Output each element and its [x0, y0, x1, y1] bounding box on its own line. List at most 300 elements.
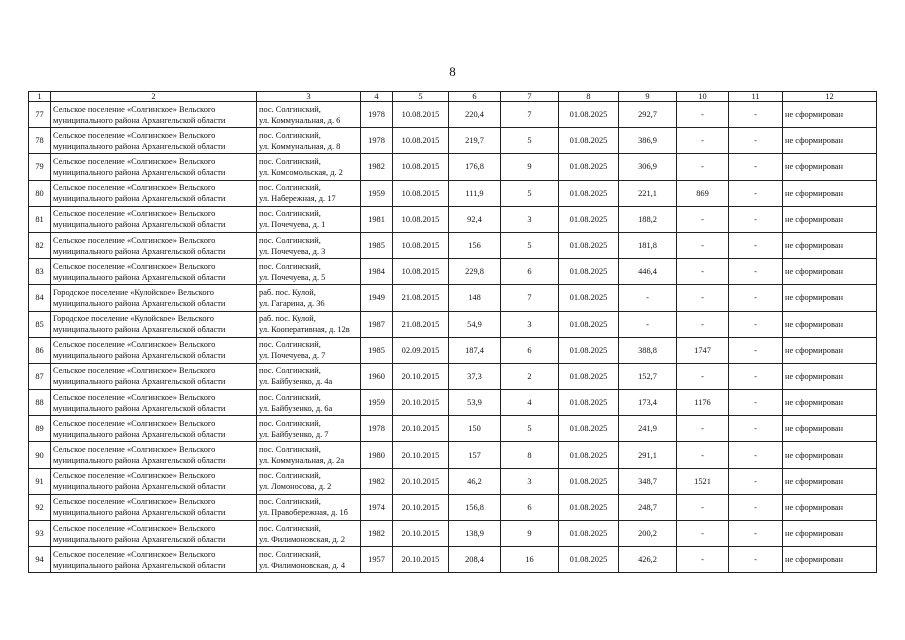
deadline-cell: 01.08.2025	[559, 285, 619, 311]
deadline-cell: 01.08.2025	[559, 154, 619, 180]
column-10-cell: -	[677, 128, 729, 154]
settlement-cell-line: муниципального района Архангельской области	[53, 325, 226, 335]
cost-cell: 388,8	[619, 337, 677, 363]
address-cell-line: ул. Правобережная, д. 1б	[259, 508, 348, 518]
year-cell: 1949	[361, 285, 393, 311]
address-cell-line: ул. Коммунальная, д. 8	[259, 141, 341, 151]
year-cell: 1982	[361, 521, 393, 547]
row-number-cell: 77	[29, 102, 51, 128]
residents-cell: 7	[501, 102, 559, 128]
address-cell-line: ул. Почечуева, д. 3	[259, 246, 326, 256]
date-cell: 20.10.2015	[393, 390, 449, 416]
status-cell: не сформирован	[783, 494, 877, 520]
column-header-11: 11	[729, 92, 783, 102]
row-number-cell: 94	[29, 547, 51, 573]
date-cell: 02.09.2015	[393, 337, 449, 363]
row-number-cell: 84	[29, 285, 51, 311]
address-cell-line: пос. Солгинский,	[259, 156, 321, 166]
column-11-cell: -	[729, 521, 783, 547]
area-cell: 187,4	[449, 337, 501, 363]
date-cell: 21.08.2015	[393, 311, 449, 337]
row-number-cell: 83	[29, 259, 51, 285]
date-cell: 20.10.2015	[393, 416, 449, 442]
table-row	[29, 311, 877, 337]
settlement-cell	[51, 416, 257, 442]
deadline-cell: 01.08.2025	[559, 521, 619, 547]
address-cell-line: пос. Солгинский,	[259, 235, 321, 245]
status-cell: не сформирован	[783, 232, 877, 258]
settlement-cell-line: муниципального района Архангельской области	[53, 508, 226, 518]
cost-cell: -	[619, 285, 677, 311]
address-cell-line: ул. Комсомольская, д. 2	[259, 167, 343, 177]
row-number-cell: 90	[29, 442, 51, 468]
status-cell: не сформирован	[783, 154, 877, 180]
address-cell-line: пос. Солгинский,	[259, 445, 321, 455]
address-cell-line: раб. пос. Кулой,	[259, 314, 316, 324]
deadline-cell: 01.08.2025	[559, 311, 619, 337]
address-cell-line: ул. Почечуева, д. 1	[259, 220, 326, 230]
cost-cell: 248,7	[619, 494, 677, 520]
cost-cell: 188,2	[619, 206, 677, 232]
table-row	[29, 521, 877, 547]
column-11-cell: -	[729, 259, 783, 285]
settlement-cell-line: Сельское поселение «Солгинское» Вельского	[53, 183, 216, 193]
row-number-cell: 86	[29, 337, 51, 363]
address-cell-line: пос. Солгинский,	[259, 471, 321, 481]
table-row	[29, 180, 877, 206]
deadline-cell: 01.08.2025	[559, 180, 619, 206]
deadline-cell: 01.08.2025	[559, 206, 619, 232]
column-11-cell: -	[729, 442, 783, 468]
settlement-cell-line: Сельское поселение «Солгинское» Вельского	[53, 130, 216, 140]
column-10-cell: -	[677, 154, 729, 180]
date-cell: 10.08.2015	[393, 154, 449, 180]
settlement-cell	[51, 180, 257, 206]
settlement-cell-line: муниципального района Архангельской области	[53, 246, 226, 256]
date-cell: 20.10.2015	[393, 363, 449, 389]
settlement-cell	[51, 494, 257, 520]
row-number-cell: 92	[29, 494, 51, 520]
area-cell: 229,8	[449, 259, 501, 285]
column-header-3: 3	[257, 92, 361, 102]
settlement-cell	[51, 259, 257, 285]
cost-cell: 200,2	[619, 521, 677, 547]
settlement-cell	[51, 285, 257, 311]
settlement-cell-line: Сельское поселение «Солгинское» Вельского	[53, 445, 216, 455]
year-cell: 1978	[361, 128, 393, 154]
cost-cell: 291,1	[619, 442, 677, 468]
column-10-cell: -	[677, 521, 729, 547]
address-cell	[257, 206, 361, 232]
row-number-cell: 81	[29, 206, 51, 232]
status-cell: не сформирован	[783, 259, 877, 285]
row-number-cell: 78	[29, 128, 51, 154]
column-11-cell: -	[729, 390, 783, 416]
address-cell-line: ул. Кооперативная, д. 12в	[259, 325, 350, 335]
status-cell: не сформирован	[783, 468, 877, 494]
settlement-cell	[51, 128, 257, 154]
status-cell: не сформирован	[783, 102, 877, 128]
cost-cell: 221,1	[619, 180, 677, 206]
area-cell: 156,8	[449, 494, 501, 520]
settlement-cell	[51, 442, 257, 468]
address-cell-line: пос. Солгинский,	[259, 104, 321, 114]
address-cell	[257, 521, 361, 547]
column-10-cell: -	[677, 416, 729, 442]
residents-cell: 3	[501, 468, 559, 494]
table-row	[29, 259, 877, 285]
settlement-cell-line: Сельское поселение «Солгинское» Вельского	[53, 418, 216, 428]
column-header-8: 8	[559, 92, 619, 102]
settlement-cell	[51, 337, 257, 363]
year-cell: 1974	[361, 494, 393, 520]
address-cell	[257, 311, 361, 337]
area-cell: 111,9	[449, 180, 501, 206]
area-cell: 148	[449, 285, 501, 311]
settlement-cell-line: Сельское поселение «Солгинское» Вельского	[53, 497, 216, 507]
column-10-cell: -	[677, 311, 729, 337]
settlement-cell	[51, 206, 257, 232]
year-cell: 1978	[361, 416, 393, 442]
settlement-cell-line: муниципального района Архангельской области	[53, 115, 226, 125]
date-cell: 10.08.2015	[393, 102, 449, 128]
date-cell: 20.10.2015	[393, 547, 449, 573]
deadline-cell: 01.08.2025	[559, 363, 619, 389]
settlement-cell-line: Сельское поселение «Солгинское» Вельского	[53, 104, 216, 114]
deadline-cell: 01.08.2025	[559, 494, 619, 520]
address-cell-line: ул. Байбузенко, д. 4а	[259, 377, 333, 387]
table-row	[29, 468, 877, 494]
area-cell: 176,8	[449, 154, 501, 180]
column-header-7: 7	[501, 92, 559, 102]
settlement-cell-line: Сельское поселение «Солгинское» Вельского	[53, 471, 216, 481]
residents-cell: 6	[501, 494, 559, 520]
address-cell	[257, 390, 361, 416]
settlement-cell-line: Сельское поселение «Солгинское» Вельского	[53, 392, 216, 402]
settlement-cell	[51, 521, 257, 547]
column-11-cell: -	[729, 494, 783, 520]
settlement-cell-line: муниципального района Архангельской области	[53, 141, 226, 151]
settlement-cell	[51, 363, 257, 389]
year-cell: 1959	[361, 390, 393, 416]
address-cell-line: пос. Солгинский,	[259, 497, 321, 507]
settlement-cell-line: Сельское поселение «Солгинское» Вельского	[53, 235, 216, 245]
column-10-cell: -	[677, 259, 729, 285]
settlement-cell-line: Сельское поселение «Солгинское» Вельского	[53, 549, 216, 559]
year-cell: 1957	[361, 547, 393, 573]
column-header-2: 2	[51, 92, 257, 102]
residents-cell: 16	[501, 547, 559, 573]
address-cell	[257, 337, 361, 363]
page-number: 8	[449, 64, 456, 79]
residents-cell: 3	[501, 206, 559, 232]
address-cell-line: раб. пос. Кулой,	[259, 287, 316, 297]
cost-cell: 241,9	[619, 416, 677, 442]
column-10-cell: 869	[677, 180, 729, 206]
address-cell	[257, 154, 361, 180]
cost-cell: 173,4	[619, 390, 677, 416]
column-11-cell: -	[729, 337, 783, 363]
address-cell-line: пос. Солгинский,	[259, 392, 321, 402]
residents-cell: 8	[501, 442, 559, 468]
column-10-cell: -	[677, 285, 729, 311]
area-cell: 53,9	[449, 390, 501, 416]
deadline-cell: 01.08.2025	[559, 442, 619, 468]
address-cell-line: пос. Солгинский,	[259, 366, 321, 376]
column-header-5: 5	[393, 92, 449, 102]
row-number-cell: 88	[29, 390, 51, 416]
settlement-cell-line: муниципального района Архангельской области	[53, 351, 226, 361]
column-10-cell: -	[677, 363, 729, 389]
date-cell: 20.10.2015	[393, 442, 449, 468]
deadline-cell: 01.08.2025	[559, 547, 619, 573]
settlement-cell-line: муниципального района Архангельской области	[53, 534, 226, 544]
column-number-row	[29, 92, 877, 102]
address-cell-line: ул. Филимоновская, д. 2	[259, 534, 346, 544]
column-10-cell: -	[677, 102, 729, 128]
settlement-cell-line: Сельское поселение «Солгинское» Вельского	[53, 156, 216, 166]
row-number-cell: 89	[29, 416, 51, 442]
area-cell: 156	[449, 232, 501, 258]
deadline-cell: 01.08.2025	[559, 102, 619, 128]
date-cell: 10.08.2015	[393, 180, 449, 206]
area-cell: 46,2	[449, 468, 501, 494]
area-cell: 138,9	[449, 521, 501, 547]
status-cell: не сформирован	[783, 337, 877, 363]
area-cell: 220,4	[449, 102, 501, 128]
address-cell-line: ул. Набережная, д. 17	[259, 194, 336, 204]
column-11-cell: -	[729, 102, 783, 128]
address-cell-line: пос. Солгинский,	[259, 261, 321, 271]
column-10-cell: -	[677, 206, 729, 232]
year-cell: 1987	[361, 311, 393, 337]
column-header-1: 1	[29, 92, 51, 102]
residents-cell: 3	[501, 311, 559, 337]
cost-cell: 306,9	[619, 154, 677, 180]
table-row	[29, 547, 877, 573]
settlement-cell-line: Городское поселение «Кулойское» Вельского	[53, 287, 214, 297]
status-cell: не сформирован	[783, 285, 877, 311]
address-cell-line: пос. Солгинский,	[259, 183, 321, 193]
settlement-cell-line: Сельское поселение «Солгинское» Вельского	[53, 209, 216, 219]
area-cell: 92,4	[449, 206, 501, 232]
column-11-cell: -	[729, 311, 783, 337]
year-cell: 1980	[361, 442, 393, 468]
column-10-cell: 1747	[677, 337, 729, 363]
settlement-cell	[51, 468, 257, 494]
area-cell: 219,7	[449, 128, 501, 154]
column-10-cell: -	[677, 547, 729, 573]
residents-cell: 5	[501, 128, 559, 154]
address-cell-line: пос. Солгинский,	[259, 340, 321, 350]
table-row	[29, 363, 877, 389]
settlement-cell-line: Сельское поселение «Солгинское» Вельского	[53, 340, 216, 350]
column-11-cell: -	[729, 285, 783, 311]
table-row	[29, 442, 877, 468]
address-cell	[257, 442, 361, 468]
address-cell-line: пос. Солгинский,	[259, 549, 321, 559]
status-cell: не сформирован	[783, 363, 877, 389]
status-cell: не сформирован	[783, 547, 877, 573]
table-row	[29, 390, 877, 416]
address-cell-line: ул. Байбузенко, д. 7	[259, 429, 329, 439]
status-cell: не сформирован	[783, 416, 877, 442]
residents-cell: 7	[501, 285, 559, 311]
address-cell	[257, 494, 361, 520]
address-cell	[257, 363, 361, 389]
settlement-cell	[51, 547, 257, 573]
area-cell: 208,4	[449, 547, 501, 573]
area-cell: 54,9	[449, 311, 501, 337]
settlement-cell-line: Сельское поселение «Солгинское» Вельского	[53, 261, 216, 271]
address-cell	[257, 180, 361, 206]
address-cell	[257, 468, 361, 494]
table-body	[29, 102, 877, 573]
column-header-12: 12	[783, 92, 877, 102]
address-cell-line: ул. Почечуева, д. 7	[259, 351, 326, 361]
status-cell: не сформирован	[783, 180, 877, 206]
cost-cell: 292,7	[619, 102, 677, 128]
deadline-cell: 01.08.2025	[559, 468, 619, 494]
area-cell: 157	[449, 442, 501, 468]
status-cell: не сформирован	[783, 128, 877, 154]
settlement-cell-line: муниципального района Архангельской области	[53, 429, 226, 439]
column-10-cell: -	[677, 494, 729, 520]
status-cell: не сформирован	[783, 390, 877, 416]
column-11-cell: -	[729, 416, 783, 442]
date-cell: 21.08.2015	[393, 285, 449, 311]
address-cell-line: пос. Солгинский,	[259, 130, 321, 140]
table-row	[29, 285, 877, 311]
year-cell: 1982	[361, 468, 393, 494]
address-cell	[257, 416, 361, 442]
settlement-cell	[51, 102, 257, 128]
settlement-cell-line: муниципального района Архангельской области	[53, 560, 226, 570]
address-cell	[257, 128, 361, 154]
address-cell	[257, 547, 361, 573]
status-cell: не сформирован	[783, 442, 877, 468]
settlement-cell-line: Сельское поселение «Солгинское» Вельского	[53, 523, 216, 533]
cost-cell: 348,7	[619, 468, 677, 494]
date-cell: 10.08.2015	[393, 259, 449, 285]
column-11-cell: -	[729, 232, 783, 258]
table-row	[29, 102, 877, 128]
address-cell	[257, 259, 361, 285]
table-row	[29, 154, 877, 180]
settlement-cell-line: муниципального района Архангельской области	[53, 220, 226, 230]
address-cell-line: ул. Коммунальная, д. 2а	[259, 456, 345, 466]
settlement-cell-line: муниципального района Архангельской области	[53, 298, 226, 308]
column-11-cell: -	[729, 206, 783, 232]
table-row	[29, 494, 877, 520]
settlement-cell	[51, 390, 257, 416]
address-cell-line: пос. Солгинский,	[259, 418, 321, 428]
row-number-cell: 91	[29, 468, 51, 494]
row-number-cell: 82	[29, 232, 51, 258]
housing-registry-table	[28, 91, 877, 573]
deadline-cell: 01.08.2025	[559, 128, 619, 154]
column-10-cell: 1176	[677, 390, 729, 416]
settlement-cell-line: муниципального района Архангельской области	[53, 377, 226, 387]
deadline-cell: 01.08.2025	[559, 390, 619, 416]
settlement-cell-line: муниципального района Архангельской области	[53, 272, 226, 282]
settlement-cell-line: муниципального района Архангельской области	[53, 167, 226, 177]
settlement-cell-line: муниципального района Архангельской области	[53, 456, 226, 466]
address-cell-line: ул. Филимоновская, д. 4	[259, 560, 346, 570]
residents-cell: 6	[501, 337, 559, 363]
column-10-cell: -	[677, 232, 729, 258]
table-row	[29, 206, 877, 232]
settlement-cell	[51, 311, 257, 337]
column-11-cell: -	[729, 363, 783, 389]
date-cell: 10.08.2015	[393, 206, 449, 232]
column-header-10: 10	[677, 92, 729, 102]
residents-cell: 5	[501, 180, 559, 206]
row-number-cell: 80	[29, 180, 51, 206]
deadline-cell: 01.08.2025	[559, 259, 619, 285]
settlement-cell-line: Сельское поселение «Солгинское» Вельского	[53, 366, 216, 376]
column-11-cell: -	[729, 128, 783, 154]
area-cell: 150	[449, 416, 501, 442]
column-11-cell: -	[729, 154, 783, 180]
deadline-cell: 01.08.2025	[559, 416, 619, 442]
column-header-6: 6	[449, 92, 501, 102]
cost-cell: 386,9	[619, 128, 677, 154]
date-cell: 10.08.2015	[393, 232, 449, 258]
year-cell: 1978	[361, 102, 393, 128]
settlement-cell-line: муниципального района Архангельской области	[53, 194, 226, 204]
row-number-cell: 87	[29, 363, 51, 389]
table-row	[29, 337, 877, 363]
year-cell: 1985	[361, 337, 393, 363]
status-cell: не сформирован	[783, 311, 877, 337]
row-number-cell: 85	[29, 311, 51, 337]
column-10-cell: 1521	[677, 468, 729, 494]
area-cell: 37,3	[449, 363, 501, 389]
address-cell	[257, 102, 361, 128]
table-row	[29, 416, 877, 442]
residents-cell: 5	[501, 232, 559, 258]
residents-cell: 2	[501, 363, 559, 389]
residents-cell: 6	[501, 259, 559, 285]
address-cell-line: пос. Солгинский,	[259, 523, 321, 533]
address-cell-line: пос. Солгинский,	[259, 209, 321, 219]
year-cell: 1959	[361, 180, 393, 206]
year-cell: 1981	[361, 206, 393, 232]
settlement-cell-line: муниципального района Архангельской области	[53, 403, 226, 413]
column-11-cell: -	[729, 547, 783, 573]
cost-cell: 181,8	[619, 232, 677, 258]
date-cell: 20.10.2015	[393, 468, 449, 494]
table-row	[29, 232, 877, 258]
year-cell: 1985	[361, 232, 393, 258]
address-cell-line: ул. Ломоносова, д. 2	[259, 482, 332, 492]
settlement-cell-line: муниципального района Архангельской области	[53, 482, 226, 492]
deadline-cell: 01.08.2025	[559, 232, 619, 258]
cost-cell: 426,2	[619, 547, 677, 573]
residents-cell: 9	[501, 154, 559, 180]
address-cell	[257, 285, 361, 311]
date-cell: 20.10.2015	[393, 521, 449, 547]
date-cell: 20.10.2015	[393, 494, 449, 520]
address-cell	[257, 232, 361, 258]
deadline-cell: 01.08.2025	[559, 337, 619, 363]
column-header-4: 4	[361, 92, 393, 102]
row-number-cell: 93	[29, 521, 51, 547]
settlement-cell	[51, 232, 257, 258]
settlement-cell	[51, 154, 257, 180]
column-11-cell: -	[729, 468, 783, 494]
